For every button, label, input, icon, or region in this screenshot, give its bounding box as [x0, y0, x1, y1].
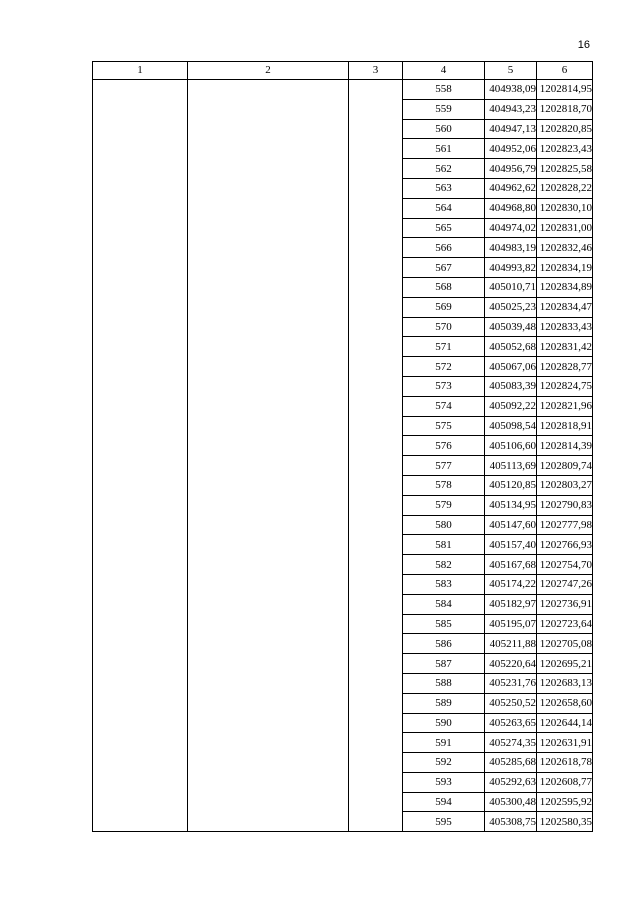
- x-coordinate-cell: 405174,22: [485, 574, 537, 594]
- x-coordinate-cell: 405167,68: [485, 555, 537, 575]
- y-coordinate-cell: 1202705,08: [537, 634, 593, 654]
- y-coordinate-cell: 1202809,74: [537, 456, 593, 476]
- y-coordinate-cell: 1202834,89: [537, 277, 593, 297]
- page-number: 16: [577, 39, 590, 51]
- x-coordinate-cell: 404974,02: [485, 218, 537, 238]
- x-coordinate-cell: 404947,13: [485, 119, 537, 139]
- x-coordinate-cell: 404956,79: [485, 159, 537, 179]
- y-coordinate-cell: 1202818,70: [537, 99, 593, 119]
- point-number-cell: 589: [403, 693, 485, 713]
- x-coordinate-cell: 404983,19: [485, 238, 537, 258]
- y-coordinate-cell: 1202814,95: [537, 80, 593, 100]
- y-coordinate-cell: 1202736,91: [537, 594, 593, 614]
- column-header: 3: [349, 62, 403, 80]
- table-row: [93, 80, 593, 100]
- x-coordinate-cell: 404962,62: [485, 178, 537, 198]
- y-coordinate-cell: 1202695,21: [537, 654, 593, 674]
- point-number-cell: 593: [403, 772, 485, 792]
- column-header: 4: [403, 62, 485, 80]
- point-number-cell: 560: [403, 119, 485, 139]
- point-number-cell: 586: [403, 634, 485, 654]
- y-coordinate-cell: 1202790,83: [537, 495, 593, 515]
- x-coordinate-cell: 404993,82: [485, 258, 537, 278]
- y-coordinate-cell: 1202766,93: [537, 535, 593, 555]
- x-coordinate-cell: 405157,40: [485, 535, 537, 555]
- x-coordinate-cell: 405220,64: [485, 654, 537, 674]
- x-coordinate-cell: 404943,23: [485, 99, 537, 119]
- coordinates-table: [92, 61, 593, 832]
- x-coordinate-cell: 405250,52: [485, 693, 537, 713]
- y-coordinate-cell: 1202833,43: [537, 317, 593, 337]
- point-number-cell: 592: [403, 753, 485, 773]
- point-number-cell: 590: [403, 713, 485, 733]
- y-coordinate-cell: 1202830,10: [537, 198, 593, 218]
- point-number-cell: 585: [403, 614, 485, 634]
- x-coordinate-cell: 404952,06: [485, 139, 537, 159]
- x-coordinate-cell: 405263,65: [485, 713, 537, 733]
- y-coordinate-cell: 1202834,19: [537, 258, 593, 278]
- y-coordinate-cell: 1202723,64: [537, 614, 593, 634]
- x-coordinate-cell: 405098,54: [485, 416, 537, 436]
- point-number-cell: 574: [403, 396, 485, 416]
- point-number-cell: 578: [403, 475, 485, 495]
- column-header: 2: [188, 62, 349, 80]
- point-number-cell: 573: [403, 376, 485, 396]
- column-header: 5: [485, 62, 537, 80]
- x-coordinate-cell: 405092,22: [485, 396, 537, 416]
- point-number-cell: 587: [403, 654, 485, 674]
- point-number-cell: 577: [403, 456, 485, 476]
- y-coordinate-cell: 1202608,77: [537, 772, 593, 792]
- x-coordinate-cell: 405025,23: [485, 297, 537, 317]
- y-coordinate-cell: 1202814,39: [537, 436, 593, 456]
- y-coordinate-cell: 1202834,47: [537, 297, 593, 317]
- y-coordinate-cell: 1202828,77: [537, 357, 593, 377]
- y-coordinate-cell: 1202777,98: [537, 515, 593, 535]
- x-coordinate-cell: 405147,60: [485, 515, 537, 535]
- y-coordinate-cell: 1202803,27: [537, 475, 593, 495]
- point-number-cell: 580: [403, 515, 485, 535]
- x-coordinate-cell: 405211,88: [485, 634, 537, 654]
- point-number-cell: 591: [403, 733, 485, 753]
- point-number-cell: 558: [403, 80, 485, 100]
- y-coordinate-cell: 1202618,78: [537, 753, 593, 773]
- y-coordinate-cell: 1202821,96: [537, 396, 593, 416]
- x-coordinate-cell: 405106,60: [485, 436, 537, 456]
- x-coordinate-cell: 404938,09: [485, 80, 537, 100]
- table-body: [93, 62, 593, 832]
- empty-cell-col1: [93, 80, 188, 832]
- x-coordinate-cell: 405120,85: [485, 475, 537, 495]
- point-number-cell: 561: [403, 139, 485, 159]
- x-coordinate-cell: 405285,68: [485, 753, 537, 773]
- point-number-cell: 595: [403, 812, 485, 832]
- y-coordinate-cell: 1202747,26: [537, 574, 593, 594]
- point-number-cell: 565: [403, 218, 485, 238]
- x-coordinate-cell: 405052,68: [485, 337, 537, 357]
- y-coordinate-cell: 1202580,35: [537, 812, 593, 832]
- point-number-cell: 567: [403, 258, 485, 278]
- point-number-cell: 564: [403, 198, 485, 218]
- x-coordinate-cell: 405308,75: [485, 812, 537, 832]
- point-number-cell: 588: [403, 673, 485, 693]
- y-coordinate-cell: 1202683,13: [537, 673, 593, 693]
- table-header-row: [93, 62, 593, 80]
- x-coordinate-cell: 405039,48: [485, 317, 537, 337]
- column-header: 1: [93, 62, 188, 80]
- y-coordinate-cell: 1202818,91: [537, 416, 593, 436]
- point-number-cell: 572: [403, 357, 485, 377]
- empty-cell-col2: [188, 80, 349, 832]
- x-coordinate-cell: 405182,97: [485, 594, 537, 614]
- column-header: 6: [537, 62, 593, 80]
- x-coordinate-cell: 405113,69: [485, 456, 537, 476]
- point-number-cell: 569: [403, 297, 485, 317]
- point-number-cell: 559: [403, 99, 485, 119]
- point-number-cell: 562: [403, 159, 485, 179]
- y-coordinate-cell: 1202820,85: [537, 119, 593, 139]
- x-coordinate-cell: 405067,06: [485, 357, 537, 377]
- y-coordinate-cell: 1202828,22: [537, 178, 593, 198]
- x-coordinate-cell: 404968,80: [485, 198, 537, 218]
- point-number-cell: 576: [403, 436, 485, 456]
- point-number-cell: 579: [403, 495, 485, 515]
- point-number-cell: 583: [403, 574, 485, 594]
- x-coordinate-cell: 405134,95: [485, 495, 537, 515]
- y-coordinate-cell: 1202831,42: [537, 337, 593, 357]
- x-coordinate-cell: 405083,39: [485, 376, 537, 396]
- x-coordinate-cell: 405274,35: [485, 733, 537, 753]
- y-coordinate-cell: 1202823,43: [537, 139, 593, 159]
- point-number-cell: 570: [403, 317, 485, 337]
- x-coordinate-cell: 405195,07: [485, 614, 537, 634]
- y-coordinate-cell: 1202595,92: [537, 792, 593, 812]
- y-coordinate-cell: 1202754,70: [537, 555, 593, 575]
- x-coordinate-cell: 405300,48: [485, 792, 537, 812]
- point-number-cell: 584: [403, 594, 485, 614]
- point-number-cell: 575: [403, 416, 485, 436]
- empty-cell-col3: [349, 80, 403, 832]
- point-number-cell: 568: [403, 277, 485, 297]
- point-number-cell: 582: [403, 555, 485, 575]
- point-number-cell: 594: [403, 792, 485, 812]
- y-coordinate-cell: 1202825,58: [537, 159, 593, 179]
- x-coordinate-cell: 405231,76: [485, 673, 537, 693]
- y-coordinate-cell: 1202824,75: [537, 376, 593, 396]
- x-coordinate-cell: 405010,71: [485, 277, 537, 297]
- y-coordinate-cell: 1202832,46: [537, 238, 593, 258]
- y-coordinate-cell: 1202831,00: [537, 218, 593, 238]
- x-coordinate-cell: 405292,63: [485, 772, 537, 792]
- y-coordinate-cell: 1202644,14: [537, 713, 593, 733]
- y-coordinate-cell: 1202658,60: [537, 693, 593, 713]
- point-number-cell: 581: [403, 535, 485, 555]
- y-coordinate-cell: 1202631,91: [537, 733, 593, 753]
- point-number-cell: 571: [403, 337, 485, 357]
- point-number-cell: 566: [403, 238, 485, 258]
- point-number-cell: 563: [403, 178, 485, 198]
